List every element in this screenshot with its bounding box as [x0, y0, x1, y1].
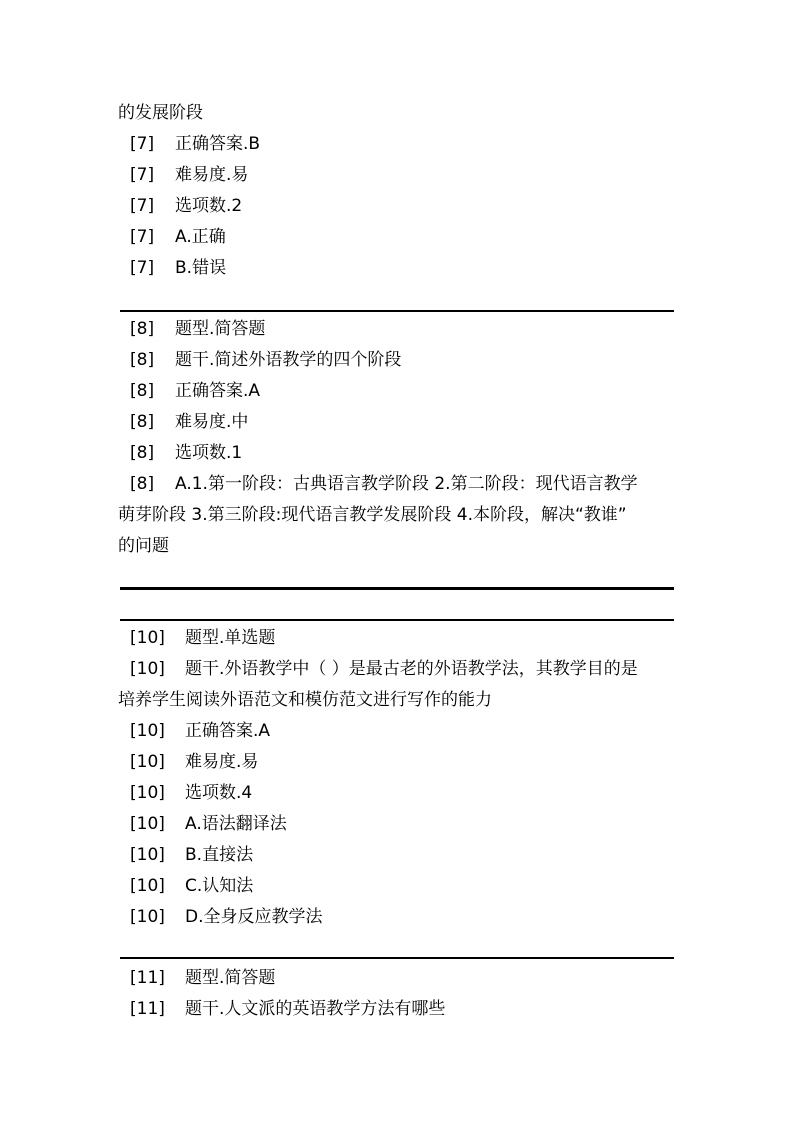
q7-option-a: A.正确: [175, 227, 226, 247]
q11-type-line: [130, 967, 275, 989]
q8-type-line: [130, 318, 265, 340]
q7-answer: 正确答案.B: [175, 134, 261, 154]
q10-option-c: C.认知法: [185, 876, 254, 896]
q10-option-count: 选项数.4: [185, 783, 253, 803]
q7-option-count: 选项数.2: [175, 196, 243, 216]
q8-answer-line: [130, 380, 260, 402]
q11-stem: 题干.人文派的英语教学方法有哪些: [185, 999, 446, 1019]
q10-type-line: [130, 627, 275, 649]
q11-type: 题型.简答题: [185, 968, 276, 988]
q10-option-a: A.语法翻译法: [185, 814, 287, 834]
q10-option-c-line: [130, 875, 253, 897]
q8-tag: [8]: [130, 412, 155, 432]
q8-tag: [8]: [130, 350, 155, 370]
q8-tag: [8]: [130, 319, 155, 339]
q8-stem: 题干.简述外语教学的四个阶段: [175, 350, 402, 370]
q7-difficulty: 难易度.易: [175, 165, 249, 185]
q10-tag: [10]: [130, 721, 165, 741]
q8-option-a-part1: A.1.第一阶段：古典语言教学阶段 2.第二阶段：现代语言教学: [175, 474, 638, 494]
q8-answer: 正确答案.A: [175, 381, 261, 401]
q10-option-d: D.全身反应教学法: [185, 907, 323, 927]
q10-tag: [10]: [130, 628, 165, 648]
q8-option-count-line: [130, 442, 242, 464]
q10-option-b-line: [130, 844, 253, 866]
q8-option-a-part3: 的问题: [118, 536, 169, 556]
q10-type: 题型.单选题: [185, 628, 276, 648]
q10-difficulty: 难易度.易: [185, 752, 259, 772]
q10-tag: [10]: [130, 752, 165, 772]
q7-option-b-line: [130, 257, 226, 279]
q7-difficulty-line: [130, 164, 248, 186]
q10-difficulty-line: [130, 751, 258, 773]
q10-answer: 正确答案.A: [185, 721, 271, 741]
q7-tag: [7]: [130, 165, 155, 185]
q10-option-count-line: [130, 782, 252, 804]
q10-answer-line: [130, 720, 270, 742]
q8-tag: [8]: [130, 381, 155, 401]
q10-tag: [10]: [130, 814, 165, 834]
q7-tag: [7]: [130, 196, 155, 216]
q7-stem-continuation: 的发展阶段: [118, 103, 203, 123]
q8-stem-line: [130, 349, 401, 371]
q8-option-a-part2: 萌芽阶段 3.第三阶段:现代语言教学发展阶段 4.本阶段，解决“教谁”: [118, 505, 627, 525]
q8-type: 题型.简答题: [175, 319, 266, 339]
q10-option-a-line: [130, 813, 287, 835]
divider: [120, 957, 674, 959]
q10-tag: [10]: [130, 876, 165, 896]
q7-option-a-line: [130, 226, 226, 248]
q11-tag: [11]: [130, 999, 165, 1019]
q8-tag: [8]: [130, 443, 155, 463]
q10-tag: [10]: [130, 783, 165, 803]
q10-tag: [10]: [130, 907, 165, 927]
divider: [120, 587, 674, 590]
q7-option-count-line: [130, 195, 242, 217]
q11-tag: [11]: [130, 968, 165, 988]
q10-stem-part1: 题干.外语教学中（ ）是最古老的外语教学法，其教学目的是: [185, 659, 638, 679]
q7-tag: [7]: [130, 227, 155, 247]
q8-tag: [8]: [130, 474, 155, 494]
q7-answer-line: [130, 133, 260, 155]
q10-option-d-line: [130, 906, 323, 928]
q8-option-a-line: [130, 473, 638, 495]
q10-stem-line: [130, 658, 638, 680]
q7-tag: [7]: [130, 258, 155, 278]
q11-stem-line: [130, 998, 445, 1020]
q7-tag: [7]: [130, 134, 155, 154]
q10-stem-part2: 培养学生阅读外语范文和模仿范文进行写作的能力: [118, 690, 492, 710]
q7-option-b: B.错误: [175, 258, 227, 278]
divider: [120, 619, 674, 621]
q10-tag: [10]: [130, 659, 165, 679]
q10-tag: [10]: [130, 845, 165, 865]
q8-difficulty-line: [130, 411, 248, 433]
divider: [120, 310, 674, 312]
q8-difficulty: 难易度.中: [175, 412, 249, 432]
q10-option-b: B.直接法: [185, 845, 254, 865]
q8-option-count: 选项数.1: [175, 443, 243, 463]
